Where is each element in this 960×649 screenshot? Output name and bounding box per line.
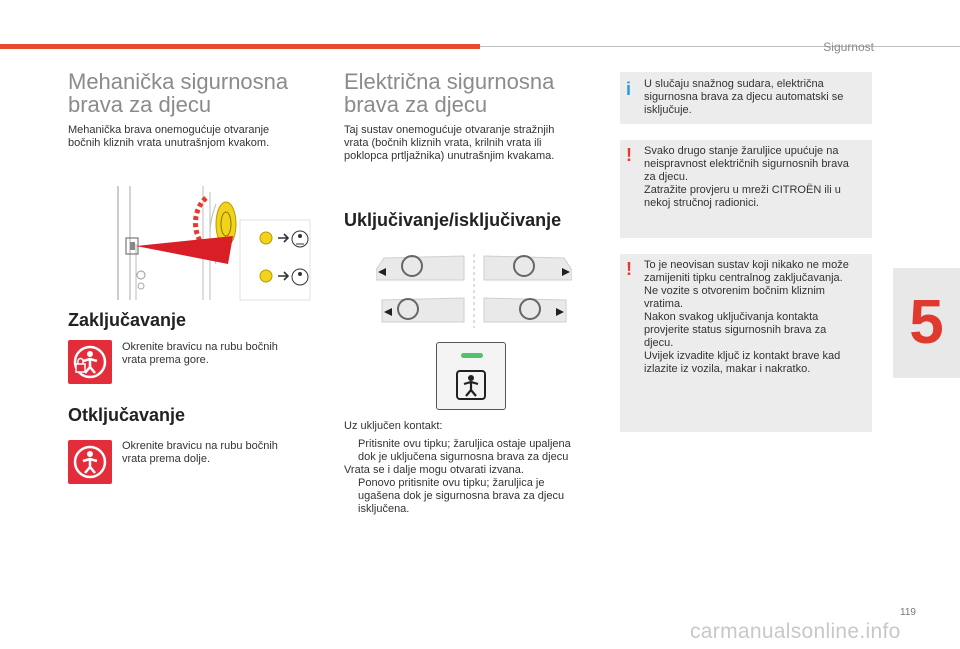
toggle-heading: Uključivanje/isključivanje: [344, 210, 562, 230]
warning-text: To je neovisan sustav koji nikako ne može zamijeniti tipku centralnog zaključavanja. Ne vozite s otvorenim bočnim kliznim vratima. Nakon svakog uključivanja kontakta provjerite status sigurnosnih brava za djecu. Uvijek izvadite ključ iz kontakt brave kad izlazite iz vozila, makar i nakratko.: [644, 259, 849, 375]
dashboard-illustration: [376, 252, 572, 328]
header-accent-bar: [0, 44, 480, 49]
chapter-number: 5: [909, 288, 944, 357]
middle-title: [344, 70, 604, 116]
info-icon: i: [626, 79, 632, 99]
left-title-line: Mehanička sigurnosna: [68, 69, 289, 94]
contact-label: [344, 420, 604, 433]
section-title: Sigurnost: [823, 40, 874, 54]
lock-heading: Zaključavanje: [68, 310, 187, 330]
left-intro: [68, 124, 318, 150]
middle-intro: [344, 124, 604, 163]
middle-title-line: brava za djecu: [344, 92, 488, 117]
middle-intro-line: poklopca prtljažnika) unutrašnjim kvakama.: [344, 150, 555, 162]
header-divider: [480, 46, 960, 47]
unlock-text-line: Okrenite bravicu na rubu bočnih: [122, 440, 278, 452]
child-unlock-icon: [68, 440, 112, 484]
unlock-text-line: vrata prema dolje.: [122, 453, 211, 465]
left-intro-line: bočnih kliznih vrata unutrašnjom kvakom.: [68, 137, 270, 149]
lock-text-line: Okrenite bravicu na rubu bočnih: [122, 341, 278, 353]
warning-icon: !: [626, 259, 632, 279]
child-lock-icon: [68, 340, 112, 384]
left-intro-line: Mehanička brava onemogućuje otvaranje: [68, 124, 270, 136]
warning-icon: !: [626, 145, 632, 165]
step-line: isključena.: [358, 503, 410, 515]
step-line: Pritisnite ovu tipku; žaruljica ostaje upaljena: [358, 438, 571, 450]
warning-text: Svako drugo stanje žaruljice upućuje na neispravnost električnih sigurnosnih brava za djecu. Zatražite provjeru u mreži CITROËN ili u nekoj stručnoj radionici.: [644, 145, 849, 209]
unlock-instruction: [122, 440, 312, 466]
warning-note: [620, 140, 872, 238]
unlock-heading: Otključavanje: [68, 405, 186, 425]
left-title-line: brava za djecu: [68, 92, 212, 117]
middle-intro-line: vrata (bočnih kliznih vrata, krilnih vrata ili: [344, 137, 542, 149]
led-indicator: [461, 353, 483, 358]
step-line: Ponovo pritisnite ovu tipku; žaruljica je: [358, 477, 545, 489]
step-line: Vrata se i dalje mogu otvarati izvana.: [344, 464, 524, 476]
child-lock-button-icon: [451, 365, 491, 410]
child-lock-button[interactable]: [436, 342, 506, 410]
warning-note: [620, 254, 872, 432]
lock-instruction: [122, 341, 312, 367]
info-note: [620, 72, 872, 124]
lock-text-line: vrata prema gore.: [122, 354, 209, 366]
contact-label-text: Uz uključen kontakt:: [344, 420, 443, 432]
info-text: U slučaju snažnog sudara, električna sigurnosna brava za djecu automatski se isključuje.: [644, 78, 844, 116]
step-line: ugašena dok je sigurnosna brava za djecu: [358, 490, 565, 502]
page-number: 119: [900, 607, 916, 618]
watermark: carmanualsonline.info: [690, 620, 901, 643]
left-title: [68, 70, 308, 116]
step-line: dok je uključena sigurnosna brava za djecu: [358, 451, 569, 463]
middle-title-line: Električna sigurnosna: [344, 69, 555, 94]
middle-intro-line: Taj sustav onemogućuje otvaranje stražnjih: [344, 124, 555, 136]
steps-list: [344, 438, 606, 516]
mechanical-lock-illustration: [108, 184, 316, 302]
